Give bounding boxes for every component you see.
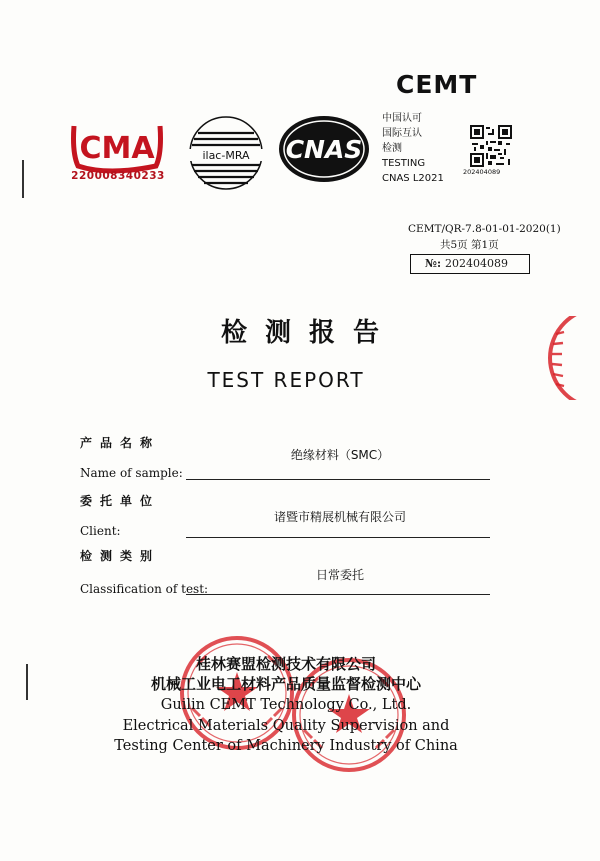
document-code: CEMT/QR-7.8-01-01-2020(1) — [408, 223, 561, 235]
sample-name-underline — [186, 479, 490, 480]
cma-logo-text: CMA — [79, 131, 155, 166]
issuer-name-en-1: Guilin CEMT Technology Co., Ltd. — [160, 697, 412, 713]
issuer-name-en-2: Electrical Materials Quality Supervision and — [122, 718, 450, 734]
client-label-cn: 委托单位 — [80, 494, 161, 508]
test-class-label-cn: 检测类别 — [80, 549, 161, 563]
qr-code — [470, 125, 512, 167]
sample-name-value: 绝缘材料（SMC） — [290, 448, 390, 462]
sample-name-label-en: Name of sample: — [80, 466, 183, 480]
client-underline — [186, 537, 490, 538]
report-number-box — [410, 254, 530, 274]
qr-number: 202404089 — [463, 168, 501, 176]
sample-name-label-cn: 产品名称 — [80, 436, 161, 450]
left-edge-mark-top — [22, 160, 24, 198]
accred-line: 检测 — [382, 143, 402, 154]
accreditation-text — [382, 111, 444, 186]
report-number-label: №: — [425, 257, 442, 270]
cma-number: 220008340233 — [71, 170, 165, 182]
report-number: 202404089 — [445, 257, 509, 270]
test-class-value: 日常委托 — [315, 568, 364, 582]
test-class-underline — [186, 594, 490, 595]
cnas-logo — [276, 113, 372, 185]
issuer-name-cn-2: 机械工业电工材料产品质量监督检测中心 — [150, 675, 421, 693]
ilac-mra-logo — [180, 113, 272, 193]
accred-line: 中国认可 — [382, 113, 422, 124]
accred-line: TESTING — [382, 158, 426, 169]
client-label-en: Client: — [80, 524, 121, 538]
accred-line: 国际互认 — [382, 128, 422, 139]
report-title-cn: 检测报告 — [220, 318, 397, 348]
issuer-name-en-3: Testing Center of Machinery Industry of China — [114, 738, 458, 754]
cemt-logo: CEMT — [396, 70, 478, 99]
report-title-en: TEST REPORT — [207, 368, 365, 392]
cnas-logo-text: CNAS — [285, 135, 363, 164]
accred-line: CNAS L2021 — [382, 173, 444, 184]
test-class-label-en: Classification of test: — [80, 582, 209, 596]
client-value: 诸暨市精展机械有限公司 — [273, 510, 406, 524]
issuer-name-cn-1: 桂林赛盟检测技术有限公司 — [195, 655, 376, 673]
ilac-logo-text: ilac-MRA — [202, 149, 250, 162]
page-info: 共5页 第1页 — [440, 239, 499, 251]
